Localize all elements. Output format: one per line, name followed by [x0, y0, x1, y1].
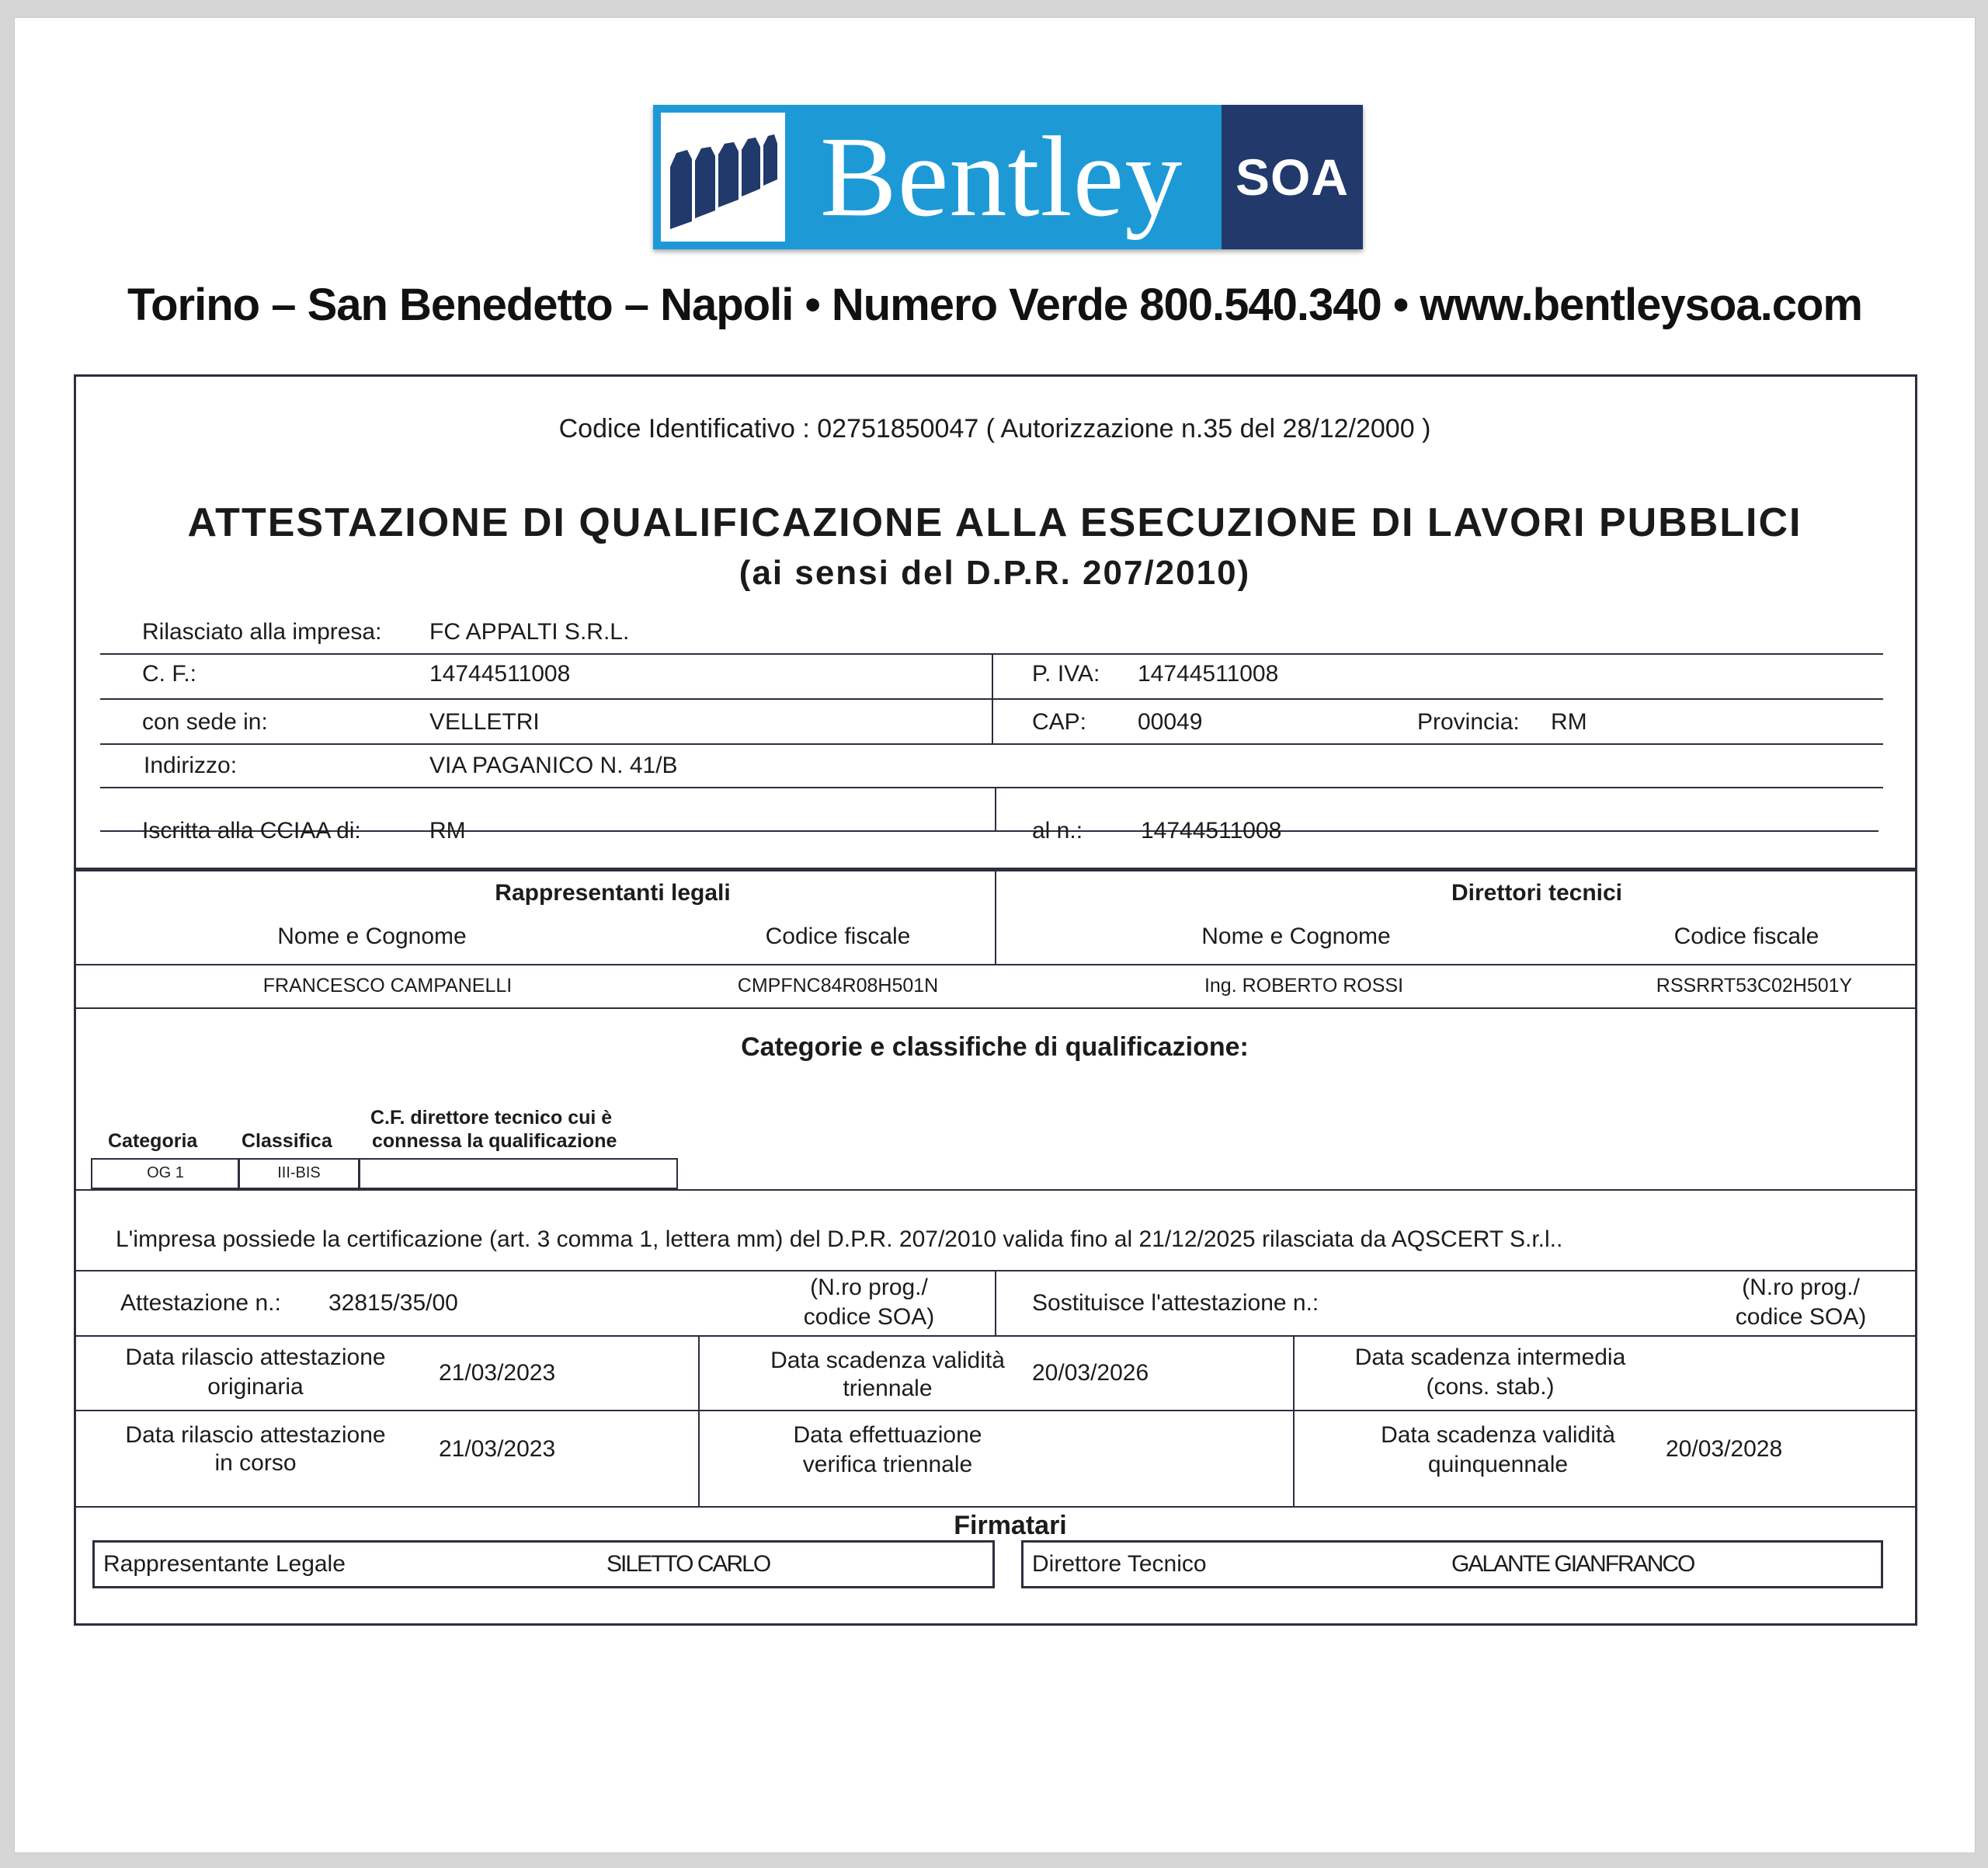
provincia-value: RM: [1551, 709, 1587, 735]
indirizzo-label: Indirizzo:: [144, 753, 238, 778]
categoria-col: Categoria: [108, 1130, 198, 1152]
contact-tagline: Torino – San Benedetto – Napoli • Numero Verde 800.540.340 • www.bentleysoa.com: [127, 280, 1862, 330]
divider: [75, 1189, 1916, 1191]
verifica-label-1: Data effettuazione: [793, 1422, 982, 1448]
categories-heading: Categorie e classifiche di qualificazione:: [741, 1032, 1249, 1062]
corso-label-1: Data rilascio attestazione: [125, 1422, 386, 1448]
sede-value: VELLETRI: [429, 709, 540, 735]
prog-note-2: codice SOA): [803, 1304, 935, 1330]
divider: [698, 1337, 700, 1506]
prog-note-1: (N.ro prog./: [810, 1275, 928, 1300]
logo-blue-panel: [653, 105, 1222, 249]
tech-signatory-label: Direttore Tecnico: [1032, 1551, 1207, 1577]
ccia-label: Iscritta alla CCIAA di:: [142, 818, 361, 844]
cf-label: C. F.:: [142, 661, 197, 687]
sede-label: con sede in:: [142, 709, 268, 735]
piva-value: 14744511008: [1138, 661, 1279, 687]
cap-value: 00049: [1138, 709, 1203, 735]
tech-name: Ing. ROBERTO ROSSI: [1204, 975, 1404, 997]
attestation-number-label: Attestazione n.:: [120, 1290, 281, 1316]
cf-director-col-2: connessa la qualificazione: [372, 1130, 617, 1152]
inter-label-1: Data scadenza intermedia: [1354, 1344, 1626, 1370]
cf-director-cell: [358, 1158, 678, 1189]
replaces-note-1: (N.ro prog./: [1742, 1275, 1860, 1300]
logo-badge-panel: [1222, 105, 1363, 249]
aln-value: 14744511008: [1141, 818, 1282, 844]
arches-icon: [661, 113, 785, 242]
logo-wordmark: Bentley: [820, 113, 1183, 241]
divider: [75, 1506, 1916, 1508]
replaces-note-2: codice SOA): [1735, 1304, 1867, 1330]
legal-cf-col: Codice fiscale: [765, 924, 911, 949]
tech-cf-col: Codice fiscale: [1673, 924, 1819, 949]
certificate-title: ATTESTAZIONE DI QUALIFICAZIONE ALLA ESECUZIONE DI LAVORI PUBBLICI: [187, 500, 1802, 545]
indirizzo-value: VIA PAGANICO N. 41/B: [429, 753, 678, 778]
legal-name: FRANCESCO CAMPANELLI: [262, 975, 513, 997]
bentley-soa-logo: [653, 105, 1363, 249]
divider: [75, 1335, 1916, 1337]
legal-signatory-label: Rappresentante Legale: [103, 1551, 346, 1577]
quinq-label-2: quinquennale: [1427, 1452, 1569, 1477]
divider: [100, 787, 1883, 788]
divider: [995, 788, 996, 830]
corso-value: 21/03/2023: [439, 1436, 556, 1462]
signatories-heading: Firmatari: [954, 1511, 1067, 1540]
legal-header: Rappresentanti legali: [495, 880, 731, 906]
orig-value: 21/03/2023: [439, 1360, 556, 1386]
legal-signatory-value: SILETTO CARLO: [606, 1551, 770, 1577]
logo-badge: SOA: [1235, 148, 1350, 206]
tech-cf: RSSRRT53C02H501Y: [1656, 975, 1853, 997]
divider: [75, 1007, 1916, 1009]
cap-label: CAP:: [1032, 709, 1087, 735]
tech-name-col: Nome e Cognome: [1201, 924, 1391, 949]
ccia-value: RM: [429, 818, 466, 844]
quinq-label-1: Data scadenza validità: [1381, 1422, 1615, 1448]
cf-value: 14744511008: [429, 661, 571, 687]
piva-label: P. IVA:: [1032, 661, 1100, 687]
certification-note: L'impresa possiede la certificazione (art. 3 comma 1, lettera mm) del D.P.R. 207/2010 valida fino al 21/12/2025 rilasciata da AQSCERT S.r.l..: [116, 1226, 1563, 1252]
issued-value: FC APPALTI S.R.L.: [429, 619, 630, 645]
divider: [992, 655, 993, 745]
code-line: Codice Identificativo : 02751850047 ( Autorizzazione n.35 del 28/12/2000 ): [558, 414, 1431, 444]
divider: [75, 964, 1916, 965]
divider: [75, 1410, 1916, 1411]
tech-signatory-value: GALANTE GIANFRANCO: [1451, 1551, 1694, 1577]
trien-label-2: triennale: [843, 1376, 933, 1401]
divider: [100, 830, 1879, 832]
classifica-col: Classifica: [242, 1130, 332, 1152]
quinq-value: 20/03/2028: [1666, 1436, 1783, 1462]
certificate-subtitle: (ai sensi del D.P.R. 207/2010): [739, 554, 1251, 592]
document-page: [14, 17, 1976, 1853]
trien-label-1: Data scadenza validità: [770, 1348, 1005, 1373]
orig-label-2: originaria: [207, 1374, 304, 1400]
aln-label: al n.:: [1032, 818, 1083, 844]
tech-header: Direttori tecnici: [1451, 880, 1623, 906]
legal-cf: CMPFNC84R08H501N: [737, 975, 939, 997]
trien-value: 20/03/2026: [1032, 1360, 1149, 1386]
legal-name-col: Nome e Cognome: [277, 924, 467, 949]
corso-label-2: in corso: [214, 1450, 297, 1476]
verifica-label-2: verifica triennale: [802, 1452, 973, 1477]
divider: [995, 1271, 996, 1335]
inter-label-2: (cons. stab.): [1426, 1374, 1555, 1400]
attestation-number-value: 32815/35/00: [328, 1290, 458, 1316]
categoria-cell: OG 1: [91, 1158, 240, 1189]
issued-label: Rilasciato alla impresa:: [142, 619, 382, 645]
divider: [1293, 1337, 1295, 1506]
replaces-label: Sostituisce l'attestazione n.:: [1032, 1290, 1319, 1316]
classifica-cell: III-BIS: [238, 1158, 360, 1189]
orig-label-1: Data rilascio attestazione: [125, 1344, 386, 1370]
cf-director-col-1: C.F. direttore tecnico cui è: [370, 1107, 613, 1129]
provincia-label: Provincia:: [1417, 709, 1520, 735]
divider: [995, 871, 996, 964]
